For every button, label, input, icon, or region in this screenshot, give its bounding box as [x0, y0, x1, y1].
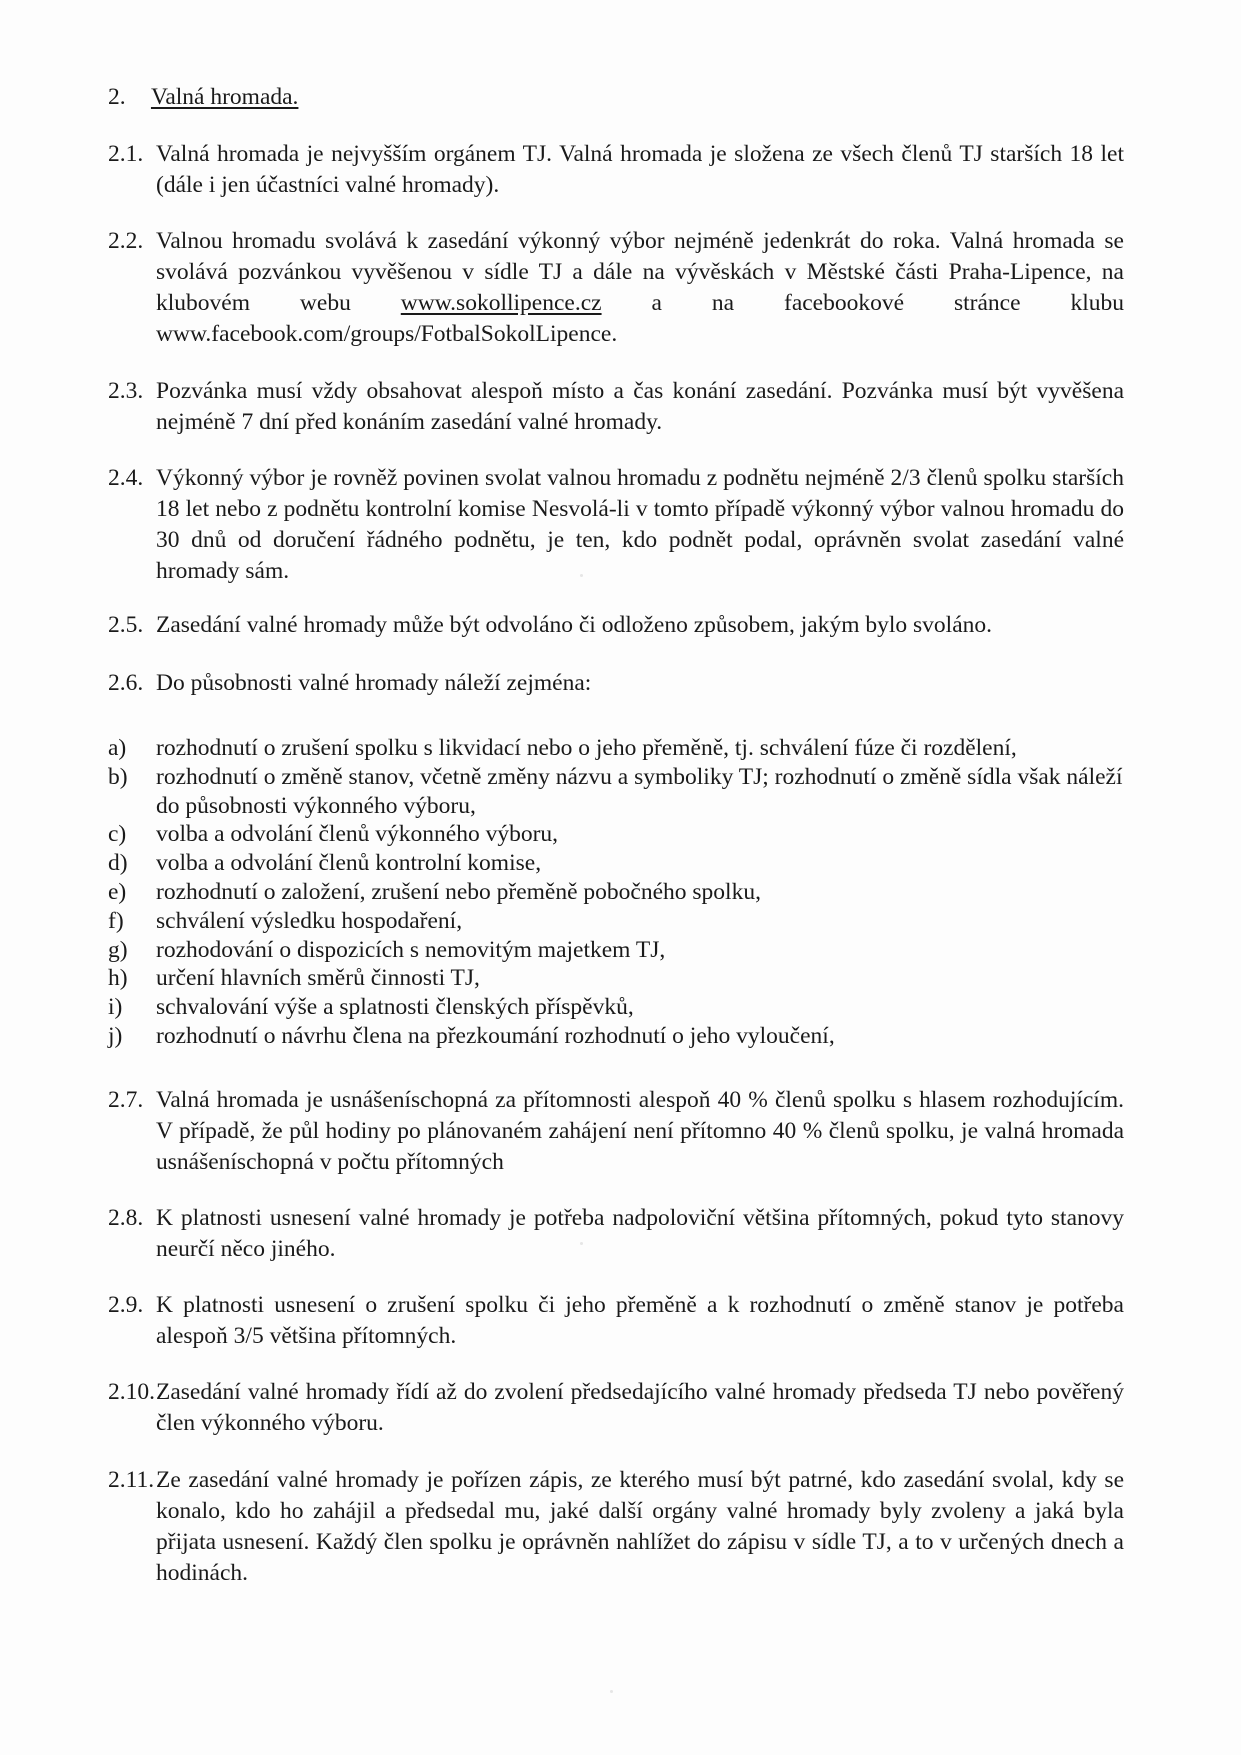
paragraph-number: 2.6. — [108, 670, 144, 696]
section-heading — [108, 82, 298, 113]
paragraph-text: Do působnosti valné hromady náleží zejména: — [156, 670, 592, 696]
paragraph-2-2 — [108, 226, 1124, 350]
list-item — [108, 734, 1124, 763]
paragraph-text: Valná hromada je nejvyšším orgánem TJ. Valná hromada je složena ze všech členů TJ starších 18 let (dále i jen účastníci valné hromady). — [156, 141, 1124, 198]
scan-speck — [610, 1690, 613, 1693]
website-link[interactable]: www.sokollipence.cz — [400, 290, 602, 316]
list-item-letter: f) — [108, 907, 124, 934]
paragraph-2-8 — [108, 1203, 1124, 1265]
list-item-letter: i) — [108, 994, 123, 1021]
list-item-letter: b) — [108, 763, 128, 790]
list-item-letter: h) — [108, 965, 128, 992]
list-item-letter: c) — [108, 821, 127, 848]
paragraph-number: 2.5. — [108, 612, 144, 638]
paragraph-text: K platnosti usnesení o zrušení spolku či jeho přeměně a k rozhodnutí o změně stanov je potřeba alespoň 3/5 většina přítomných. — [156, 1292, 1124, 1349]
paragraph-text: Ze zasedání valné hromady je pořízen zápis, ze kterého musí být patrné, kdo zasedání svolal, kdy se konalo, kdo ho zahájil a předsedal mu, jaké další orgány valné hromady byly zvoleny a jaká byla přijata usnesení. Každý člen spolku je oprávněn nahlížet do zápisu v sídle TJ, a to v určených dnech a hodinách. — [156, 1467, 1124, 1586]
paragraph-number: 2.8. — [108, 1205, 144, 1231]
list-item-letter: a) — [108, 735, 127, 761]
list-item-letter: j) — [108, 1022, 123, 1049]
list-item — [108, 907, 1124, 936]
list-item-text: rozhodnutí o zrušení spolku s likvidací nebo o jeho přeměně, tj. schválení fúze či rozdělení, — [156, 735, 1017, 761]
list-item — [108, 964, 1124, 993]
list-item-text: schvalování výše a splatnosti členských příspěvků, — [156, 994, 634, 1021]
list-item-text: rozhodování o dispozicích s nemovitým majetkem TJ, — [156, 936, 666, 963]
paragraph-number: 2.4. — [108, 465, 144, 491]
list-item — [108, 849, 1124, 878]
list-item-text: určení hlavních směrů činnosti TJ, — [156, 965, 480, 992]
paragraph-2-7 — [108, 1085, 1124, 1178]
paragraph-2-1 — [108, 139, 1124, 201]
paragraph-2-11 — [108, 1465, 1124, 1589]
paragraph-number: 2.10. — [108, 1379, 155, 1405]
paragraph-2-3 — [108, 376, 1124, 438]
list-item — [108, 878, 1124, 907]
list-item-letter: e) — [108, 878, 127, 905]
paragraph-text: Zasedání valné hromady řídí až do zvolení předsedajícího valné hromady předseda TJ nebo pověřený člen výkonného výboru. — [156, 1379, 1124, 1436]
paragraph-number: 2.2. — [108, 228, 144, 254]
paragraph-number: 2.7. — [108, 1087, 144, 1113]
paragraph-number: 2.1. — [108, 141, 144, 167]
list-item-text: volba a odvolání členů kontrolní komise, — [156, 850, 542, 877]
paragraph-number: 2.11. — [108, 1467, 155, 1493]
list-item — [108, 1022, 1124, 1051]
list-item-text: rozhodnutí o návrhu člena na přezkoumání rozhodnutí o jeho vyloučení, — [156, 1022, 835, 1049]
paragraph-2-10 — [108, 1377, 1124, 1439]
list-item-text: schválení výsledku hospodaření, — [156, 907, 463, 934]
list-item-text: volba a odvolání členů výkonného výboru, — [156, 821, 559, 848]
paragraph-2-6 — [108, 668, 1124, 699]
paragraph-2-9 — [108, 1290, 1124, 1352]
scan-speck — [580, 574, 583, 577]
paragraph-2-5 — [108, 610, 1124, 641]
list-item — [108, 993, 1124, 1022]
paragraph-text: Výkonný výbor je rovněž povinen svolat valnou hromadu z podnětu nejméně 2/3 členů spolku starších 18 let nebo z podnětu kontrolní komise Nesvolá-li v tomto případě výkonný výbor valnou hromadu do 30 dnů od doručení řádného podnětu, je ten, kdo podnět podal, oprávněn svolat zasedání valné hromady sám. — [156, 465, 1124, 584]
section-title: Valná hromada. — [150, 84, 299, 110]
list-item — [108, 763, 1124, 821]
section-number: 2. — [108, 84, 126, 110]
paragraph-text: Valná hromada je usnášeníschopná za přítomnosti alespoň 40 % členů spolku s hlasem rozhodujícím. V případě, že půl hodiny po plánovaném zahájení není přítomno 40 % členů spolku, je valná hromada usnášeníschopná v počtu přítomných — [156, 1087, 1124, 1175]
scan-speck — [580, 1242, 583, 1245]
list-item — [108, 936, 1124, 965]
competence-list — [108, 734, 1124, 1051]
list-item-text: rozhodnutí o změně stanov, včetně změny názvu a symboliky TJ; rozhodnutí o změně sídla však náleží do působnosti výkonného výboru, — [156, 763, 1123, 819]
paragraph-2-4 — [108, 463, 1124, 587]
list-item-letter: g) — [108, 936, 128, 963]
list-item-letter: d) — [108, 850, 128, 877]
paragraph-text: K platnosti usnesení valné hromady je potřeba nadpoloviční většina přítomných, pokud tyto stanovy neurčí něco jiného. — [156, 1205, 1124, 1262]
paragraph-text: Pozvánka musí vždy obsahovat alespoň místo a čas konání zasedání. Pozvánka musí být vyvěšena nejméně 7 dní před konáním zasedání valné hromady. — [156, 378, 1124, 435]
paragraph-text: Zasedání valné hromady může být odvoláno či odloženo způsobem, jakým bylo svoláno. — [156, 612, 993, 638]
paragraph-number: 2.9. — [108, 1292, 144, 1318]
paragraph-text: Valnou hromadu svolává k zasedání výkonný výbor nejméně jedenkrát do roka. Valná hromada se svolává pozvánkou vyvěšenou v sídle TJ a dále na vývěskách v Městské části Praha-Lipence, na klubovém webu www.sokollipence.cz a na facebookové stránce klubu www.facebook.com/groups/FotbalSokolLipence. — [156, 228, 1125, 347]
list-item — [108, 820, 1124, 849]
paragraph-number: 2.3. — [108, 378, 144, 404]
list-item-text: rozhodnutí o založení, zrušení nebo přeměně pobočného spolku, — [156, 878, 761, 905]
